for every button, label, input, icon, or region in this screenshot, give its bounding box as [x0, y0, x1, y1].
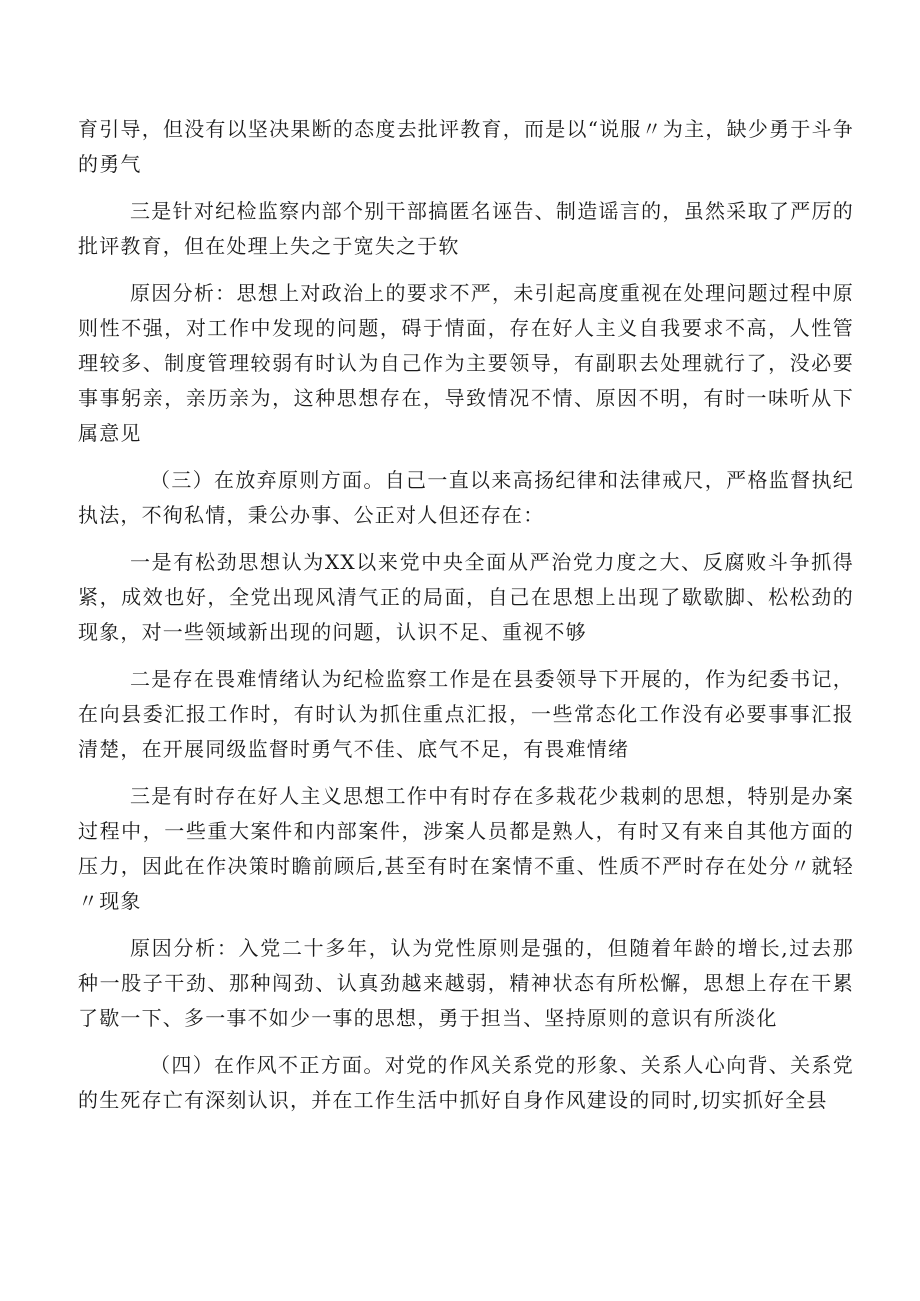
paragraph-cause-analysis-2: 原因分析：入党二十多年，认为党性原则是强的，但随着年龄的增长,过去那种一股子干劲、那种闯劲、认真劲越来越弱，精神状态有所松懈，思想上存在干累了歇一下、多一事不如少一事的思想，勇于担当、坚持原则的意识有所淡化	[78, 936, 854, 1030]
paragraph-point-three: 三是针对纪检监察内部个别干部搞匿名诬告、制造谣言的，虽然采取了严厉的批评教育，但在处理上失之于宽失之于软	[78, 199, 854, 258]
section-heading-3: （三）在放弃原则方面。自己一直以来高扬纪律和法律戒尺，严格监督执纪执法，不徇私情，秉公办事、公正对人但还存在：	[78, 468, 854, 527]
paragraph-continuation: 育引导，但没有以坚决果断的态度去批评教育，而是以“说服〃为主，缺少勇于斗争的勇气	[78, 117, 854, 176]
paragraph-cause-analysis-1: 原因分析：思想上对政治上的要求不严，未引起高度重视在处理问题过程中原则性不强，对工作中发现的问题，碍于情面，存在好人主义自我要求不高，人性管理较多、制度管理较弱有时认为自己作为主要领导，有副职去处理就行了，没必要事事躬亲，亲历亲为，这种思想存在，导致情况不情、原因不明，有时一味听从下属意见	[78, 281, 854, 445]
section-heading-4: （四）在作风不正方面。对党的作风关系党的形象、关系人心向背、关系党的生死存亡有深刻认识，并在工作生活中抓好自身作风建设的同时,切实抓好全县	[78, 1053, 854, 1112]
document-body	[78, 112, 854, 1118]
paragraph-point-three-b: 三是有时存在好人主义思想工作中有时存在多栽花少栽刺的思想，特别是办案过程中，一些重大案件和内部案件，涉案人员都是熟人，有时又有来自其他方面的压力，因此在作决策时瞻前顾后,甚至有时在案情不重、性质不严时存在处分〃就轻〃现象	[78, 784, 854, 913]
paragraph-point-two: 二是存在畏难情绪认为纪检监察工作是在县委领导下开展的，作为纪委书记，在向县委汇报工作时，有时认为抓住重点汇报，一些常态化工作没有必要事事汇报清楚，在开展同级监督时勇气不佳、底气不足，有畏难情绪	[78, 667, 854, 761]
paragraph-point-one: 一是有松劲思想认为XX以来党中央全面从严治党力度之大、反腐败斗争抓得紧，成效也好，全党出现风清气正的局面，自己在思想上出现了歇歇脚、松松劲的现象，对一些领域新出现的问题，认识不足、重视不够	[78, 550, 854, 644]
